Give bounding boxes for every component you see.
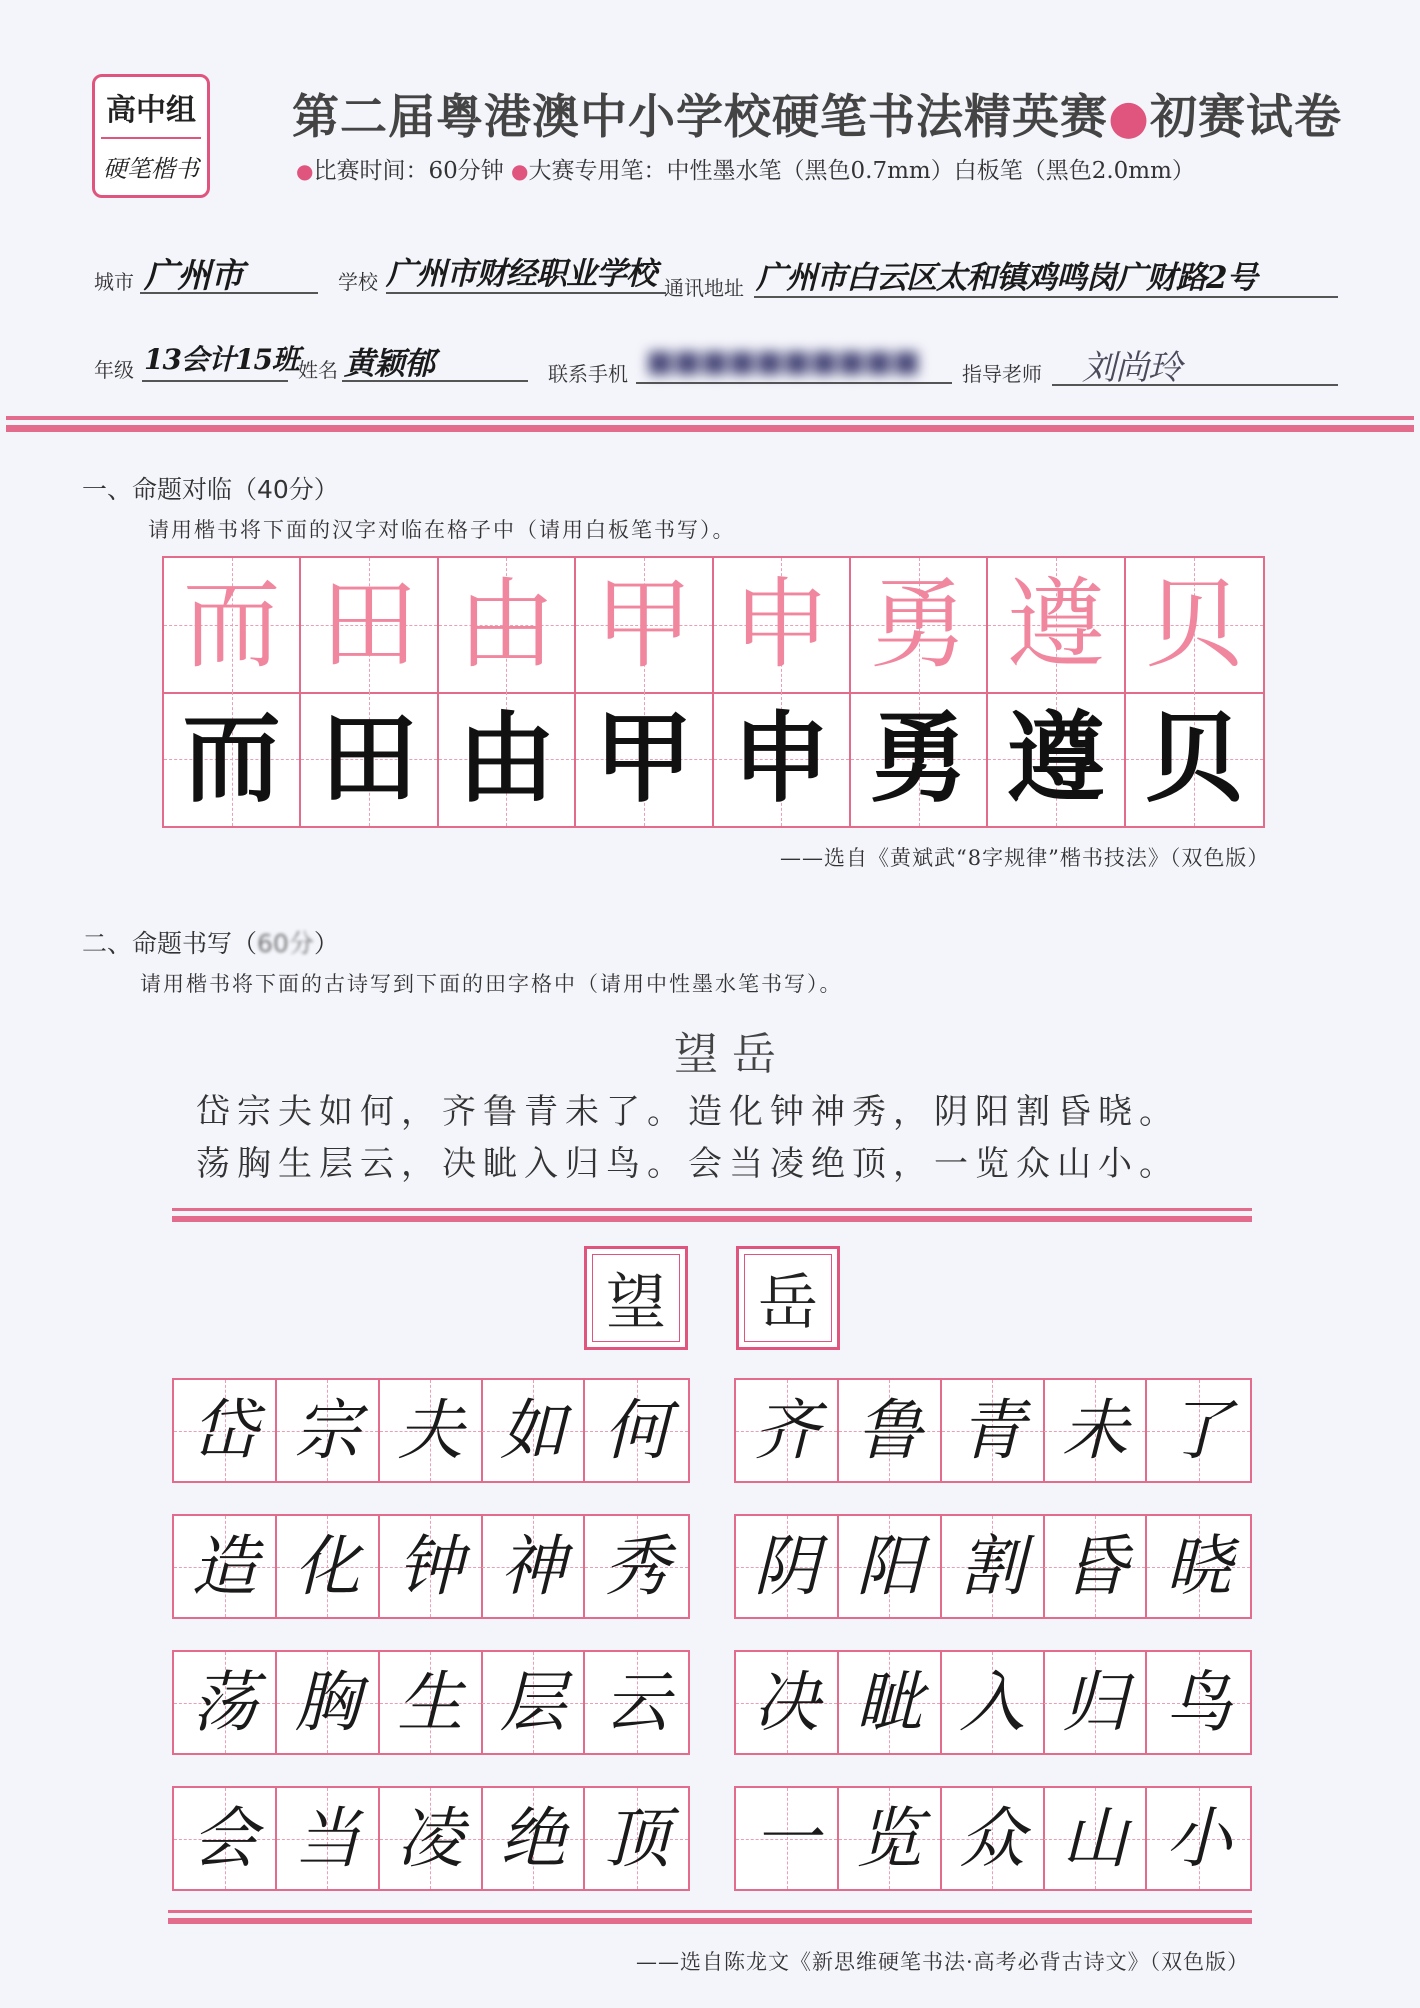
exam-info xyxy=(296,152,1195,185)
section2-heading-suffix: ） xyxy=(313,929,339,958)
poem-grid-cell xyxy=(942,1516,1045,1617)
poem-grid-cell xyxy=(736,1516,839,1617)
poem-grid-cell xyxy=(277,1652,380,1753)
poem-grid-cell xyxy=(1147,1788,1250,1889)
title-main: 第二届粤港澳中小学校硬笔书法精英赛 xyxy=(292,90,1108,145)
poem-grid-cell xyxy=(585,1652,688,1753)
written-poem-char: 鸟 xyxy=(1165,1663,1232,1741)
poem-grid-cell xyxy=(942,1788,1045,1889)
model-char-cell xyxy=(439,558,576,692)
poem-line-2: 荡胸生层云，决眦入归鸟。会当凌绝顶，一览众山小。 xyxy=(196,1144,1180,1184)
teacher-field[interactable]: 刘尚玲 xyxy=(1082,348,1181,388)
bullet-pen: ● xyxy=(511,159,529,183)
written-char: 贝 xyxy=(1145,701,1244,816)
written-poem-char: 胸 xyxy=(294,1663,361,1741)
written-poem-char: 一 xyxy=(753,1799,820,1877)
written-char: 田 xyxy=(320,701,419,816)
exam-pen: 大赛专用笔：中性墨水笔（黑色0.7mm）白板笔（黑色2.0mm） xyxy=(528,158,1195,184)
written-poem-char: 阴 xyxy=(753,1527,820,1605)
poem-grid-cell xyxy=(482,1380,585,1481)
header-divider-thick xyxy=(6,425,1414,432)
poem-grid-cell xyxy=(1147,1652,1250,1753)
poem-grid-cell xyxy=(1044,1652,1147,1753)
written-char-cell xyxy=(988,692,1125,826)
section1-heading: 一、命题对临（40分） xyxy=(82,475,339,504)
address-label: 通讯地址 xyxy=(664,276,744,300)
written-poem-char: 会 xyxy=(191,1799,258,1877)
written-poem-char: 层 xyxy=(499,1663,566,1741)
poem-grid-row xyxy=(734,1514,1252,1619)
written-char-cell xyxy=(576,692,713,826)
written-poem-char: 化 xyxy=(294,1527,361,1605)
poem-divider-thin xyxy=(172,1208,1252,1211)
written-poem-char: 未 xyxy=(1061,1391,1128,1469)
written-poem-char: 当 xyxy=(294,1799,361,1877)
copy-grid xyxy=(162,556,1265,828)
title-char: 望 xyxy=(606,1268,666,1338)
poem-grid-cell xyxy=(277,1788,380,1889)
poem-grid-cell xyxy=(585,1516,688,1617)
written-char: 勇 xyxy=(869,701,968,816)
poem-grid-cell xyxy=(482,1652,585,1753)
written-poem-char: 晓 xyxy=(1165,1527,1232,1605)
written-poem-char: 宗 xyxy=(294,1391,361,1469)
section2-score: 60分 xyxy=(257,929,314,958)
poem-divider-thick xyxy=(172,1216,1252,1222)
written-char: 而 xyxy=(182,701,281,816)
written-char-cell xyxy=(851,692,988,826)
school-label: 学校 xyxy=(338,270,378,294)
written-char: 甲 xyxy=(594,701,693,816)
model-char: 勇 xyxy=(869,568,968,682)
poem-grid-cell xyxy=(380,1516,483,1617)
written-poem-char: 如 xyxy=(499,1391,566,1469)
poem-grid-cell xyxy=(942,1380,1045,1481)
model-char: 田 xyxy=(320,568,419,682)
written-poem-char: 何 xyxy=(603,1391,670,1469)
poem-grid-cell xyxy=(277,1516,380,1617)
poem-grid-row xyxy=(172,1650,690,1755)
written-poem-char: 山 xyxy=(1061,1799,1128,1877)
written-poem-char: 齐 xyxy=(753,1391,820,1469)
phone-underline xyxy=(636,382,952,384)
poem-grid-row xyxy=(172,1786,690,1891)
poem-grid-row xyxy=(172,1378,690,1483)
title-dot: ● xyxy=(1108,90,1151,145)
name-label: 姓名 xyxy=(298,358,338,382)
written-poem-char: 夫 xyxy=(397,1391,464,1469)
poem-grid-cell xyxy=(942,1652,1045,1753)
written-poem-char: 造 xyxy=(191,1527,258,1605)
model-char: 申 xyxy=(732,568,831,682)
written-poem-char: 入 xyxy=(959,1663,1026,1741)
written-poem-char: 了 xyxy=(1165,1391,1232,1469)
poem-title: 望岳 xyxy=(674,1029,790,1080)
written-poem-char: 小 xyxy=(1165,1799,1232,1877)
poem-grid-cell xyxy=(174,1380,277,1481)
written-poem-char: 昏 xyxy=(1061,1527,1128,1605)
section2-heading xyxy=(82,924,339,960)
header-divider-thin xyxy=(6,416,1414,420)
section1-instruction: 请用楷书将下面的汉字对临在格子中（请用白板笔书写）。 xyxy=(148,518,736,542)
section2-instruction: 请用楷书将下面的古诗写到下面的田字格中（请用中性墨水笔书写）。 xyxy=(140,972,843,996)
poem-grid-cell xyxy=(839,1380,942,1481)
written-poem-char: 览 xyxy=(856,1799,923,1877)
poem-grid-cell xyxy=(736,1380,839,1481)
written-char-cell xyxy=(164,692,301,826)
grade-label: 年级 xyxy=(94,358,134,382)
poem-grid-cell xyxy=(277,1380,380,1481)
written-poem-char: 决 xyxy=(753,1663,820,1741)
name-field[interactable]: 黄颖郁 xyxy=(344,346,434,382)
model-char-cell xyxy=(1126,558,1263,692)
section2-heading-prefix: 二、命题书写（ xyxy=(82,929,258,958)
model-char: 由 xyxy=(457,568,556,682)
written-poem-char: 凌 xyxy=(397,1799,464,1877)
model-char: 贝 xyxy=(1145,568,1244,682)
poem-grid-cell xyxy=(482,1516,585,1617)
title-char: 岳 xyxy=(758,1268,818,1338)
written-poem-char: 鲁 xyxy=(856,1391,923,1469)
school-field[interactable]: 广州市财经职业学校 xyxy=(386,256,656,292)
poem-grid-cell xyxy=(1044,1788,1147,1889)
city-label: 城市 xyxy=(94,270,134,294)
poem-grid-row xyxy=(734,1786,1252,1891)
poem-grid-cell xyxy=(1044,1516,1147,1617)
poem-grid-cell xyxy=(174,1652,277,1753)
written-poem-char: 神 xyxy=(499,1527,566,1605)
written-char-cell xyxy=(301,692,438,826)
poem-grid-cell xyxy=(1147,1516,1250,1617)
written-poem-char: 绝 xyxy=(499,1799,566,1877)
poem-grid-row xyxy=(734,1378,1252,1483)
phone-field[interactable]: ■■■■■■■■■■ xyxy=(646,344,920,379)
poem-grid-cell xyxy=(585,1788,688,1889)
poem-grid-cell xyxy=(380,1652,483,1753)
grade-underline xyxy=(142,380,288,382)
poem-grid-cell xyxy=(380,1788,483,1889)
written-char-cell xyxy=(1126,692,1263,826)
written-poem-char: 钟 xyxy=(397,1527,464,1605)
model-char-cell xyxy=(851,558,988,692)
written-char-cell xyxy=(714,692,851,826)
written-char: 遵 xyxy=(1006,701,1105,816)
model-char-cell xyxy=(164,558,301,692)
written-poem-char: 阳 xyxy=(856,1527,923,1605)
model-char: 而 xyxy=(182,568,281,682)
written-poem-char: 荡 xyxy=(191,1663,258,1741)
model-char: 遵 xyxy=(1006,568,1105,682)
poem-grid-cell xyxy=(839,1788,942,1889)
badge-group-text: 高中组 xyxy=(106,93,196,128)
written-poem-char: 顶 xyxy=(603,1799,670,1877)
poem-grid-cell xyxy=(1147,1380,1250,1481)
model-char-cell xyxy=(714,558,851,692)
written-poem-char: 云 xyxy=(603,1663,670,1741)
poem-grid-cell xyxy=(839,1652,942,1753)
poem-grid-cell xyxy=(174,1516,277,1617)
model-char: 甲 xyxy=(594,568,693,682)
written-poem-char: 眦 xyxy=(856,1663,923,1741)
written-char-cell xyxy=(439,692,576,826)
poem-grid-cell xyxy=(174,1788,277,1889)
phone-label: 联系手机 xyxy=(548,362,628,386)
model-char-cell xyxy=(301,558,438,692)
bullet-time: ● xyxy=(296,159,314,183)
city-field[interactable]: 广州市 xyxy=(144,256,243,296)
title-box-1 xyxy=(584,1246,688,1350)
group-badge xyxy=(92,74,210,198)
poem-grid-row xyxy=(172,1514,690,1619)
grade-field[interactable]: 13会计15班 xyxy=(144,343,299,376)
poem-grid-cell xyxy=(736,1652,839,1753)
teacher-label: 指导老师 xyxy=(962,362,1042,386)
poem-line-1: 岱宗夫如何，齐鲁青未了。造化钟神秀，阴阳割昏晓。 xyxy=(196,1092,1180,1132)
footer-divider-thick xyxy=(168,1918,1252,1924)
poem-grid-cell xyxy=(736,1788,839,1889)
written-char: 申 xyxy=(732,701,831,816)
written-poem-char: 割 xyxy=(959,1527,1026,1605)
section1-source: ——选自《黄斌武“8字规律”楷书技法》（双色版） xyxy=(780,846,1270,870)
exam-time: 比赛时间：60分钟 xyxy=(313,158,504,184)
written-poem-char: 生 xyxy=(397,1663,464,1741)
poem-grid-row xyxy=(734,1650,1252,1755)
poem-grid-cell xyxy=(585,1380,688,1481)
footer-divider-thin xyxy=(168,1910,1252,1913)
page-title xyxy=(292,80,1342,147)
model-char-cell xyxy=(576,558,713,692)
title-box-2 xyxy=(736,1246,840,1350)
written-poem-char: 岱 xyxy=(191,1391,258,1469)
title-sub: 初赛试卷 xyxy=(1150,90,1343,145)
model-char-cell xyxy=(988,558,1125,692)
poem-grid-cell xyxy=(380,1380,483,1481)
written-poem-char: 秀 xyxy=(603,1527,670,1605)
badge-divider xyxy=(101,137,201,139)
written-poem-char: 归 xyxy=(1061,1663,1128,1741)
address-field[interactable]: 广州市白云区太和镇鸡鸣岗广财路2号 xyxy=(756,260,1257,296)
poem-grid-cell xyxy=(1044,1380,1147,1481)
poem-grid-cell xyxy=(482,1788,585,1889)
written-poem-char: 众 xyxy=(959,1799,1026,1877)
written-poem-char: 青 xyxy=(959,1391,1026,1469)
written-char: 由 xyxy=(457,701,556,816)
poem-grid-cell xyxy=(839,1516,942,1617)
badge-style-text: 硬笔楷书 xyxy=(103,155,199,183)
section2-source: ——选自陈龙文《新思维硬笔书法·高考必背古诗文》（双色版） xyxy=(636,1950,1250,1974)
